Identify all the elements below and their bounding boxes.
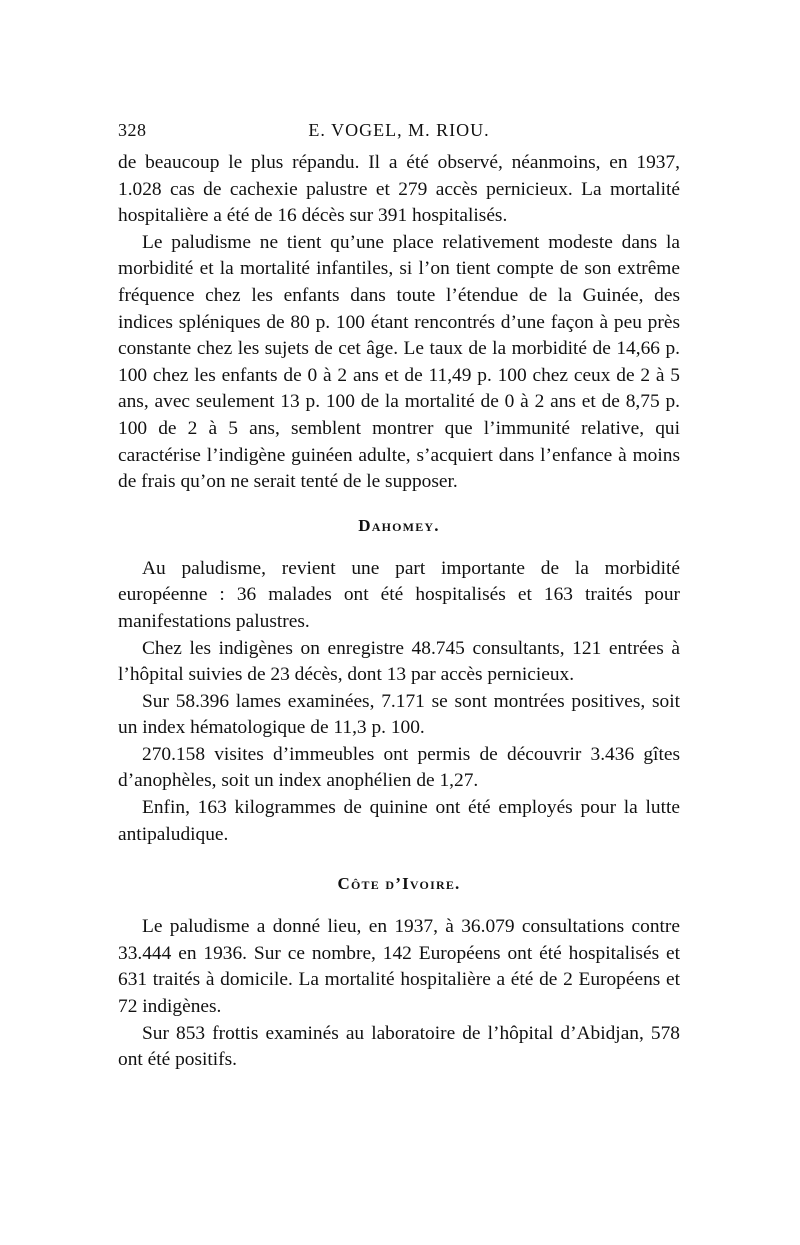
dahomey-paragraph-5: Enfin, 163 kilogrammes de quinine ont été employés pour la lutte antipaludique.: [118, 797, 680, 845]
intro-paragraph-2: Le paludisme ne tient qu’une place relativement modeste dans la morbidité et la mortalité infantiles, si l’on tient compte de son extrême fréquence chez les enfants dans toute l’étendue de la Guinée, des indices spléniques de 80 p. 100 étant rencontrés d’une façon à peu près constante chez les sujets de cet âge. Le taux de la morbidité de 14,66 p. 100 chez les enfants de 0 à 2 ans et de 11,49 p. 100 chez ceux de 2 à 5 ans, avec seulement 13 p. 100 de la mortalité de 0 à 2 ans et de 8,75 p. 100 de 2 à 5 ans, semblent montrer que l’immunité relative, qui caractérise l’indigène guinéen adulte, s’acquiert dans l’enfance à moins de frais qu’on ne serait tenté de le supposer.: [118, 231, 680, 493]
dahomey-paragraph-4: 270.158 visites d’immeubles ont permis de découvrir 3.436 gîtes d’anophèles, soit un index anophélien de 1,27.: [118, 743, 680, 792]
section-heading-dahomey: Dahomey.: [358, 515, 440, 535]
dahomey-paragraph-2: Chez les indigènes on enregistre 48.745 consultants, 121 entrées à l’hôpital suivies de 23 décès, dont 13 par accès pernicieux.: [118, 637, 680, 686]
dahomey-paragraph-1: Au paludisme, revient une part importante de la morbidité européenne : 36 malades ont été hospitalisés et 163 traités pour manifestations palustres.: [118, 557, 680, 632]
cote-divoire-paragraph-2: Sur 853 frottis examinés au laboratoire de l’hôpital d’Abidjan, 578 ont été positifs.: [118, 1022, 680, 1071]
intro-paragraph-1: de beaucoup le plus répandu. Il a été observé, néanmoins, en 1937, 1.028 cas de cachexie palustre et 279 accès pernicieux. La mortalité hospitalière a été de 16 décès sur 391 hospitalisés.: [118, 152, 680, 227]
cote-divoire-paragraph-1: Le paludisme a donné lieu, en 1937, à 36.079 consultations contre 33.444 en 1936. Sur ce nombre, 142 Européens ont été hospitalisés et 631 traités à domicile. La mortalité hospitalière a été de 2 Européens et 72 indigènes.: [118, 916, 680, 1018]
section-heading-cote-divoire: Côte d’Ivoire.: [337, 874, 461, 894]
book-page: [118, 116, 680, 1074]
running-head: [118, 116, 680, 150]
page-number: 328: [118, 120, 147, 140]
running-head-title: E. VOGEL, M. RIOU.: [308, 120, 490, 140]
dahomey-paragraph-3: Sur 58.396 lames examinées, 7.171 se sont montrées positives, soit un index hématologique de 11,3 p. 100.: [118, 690, 680, 739]
